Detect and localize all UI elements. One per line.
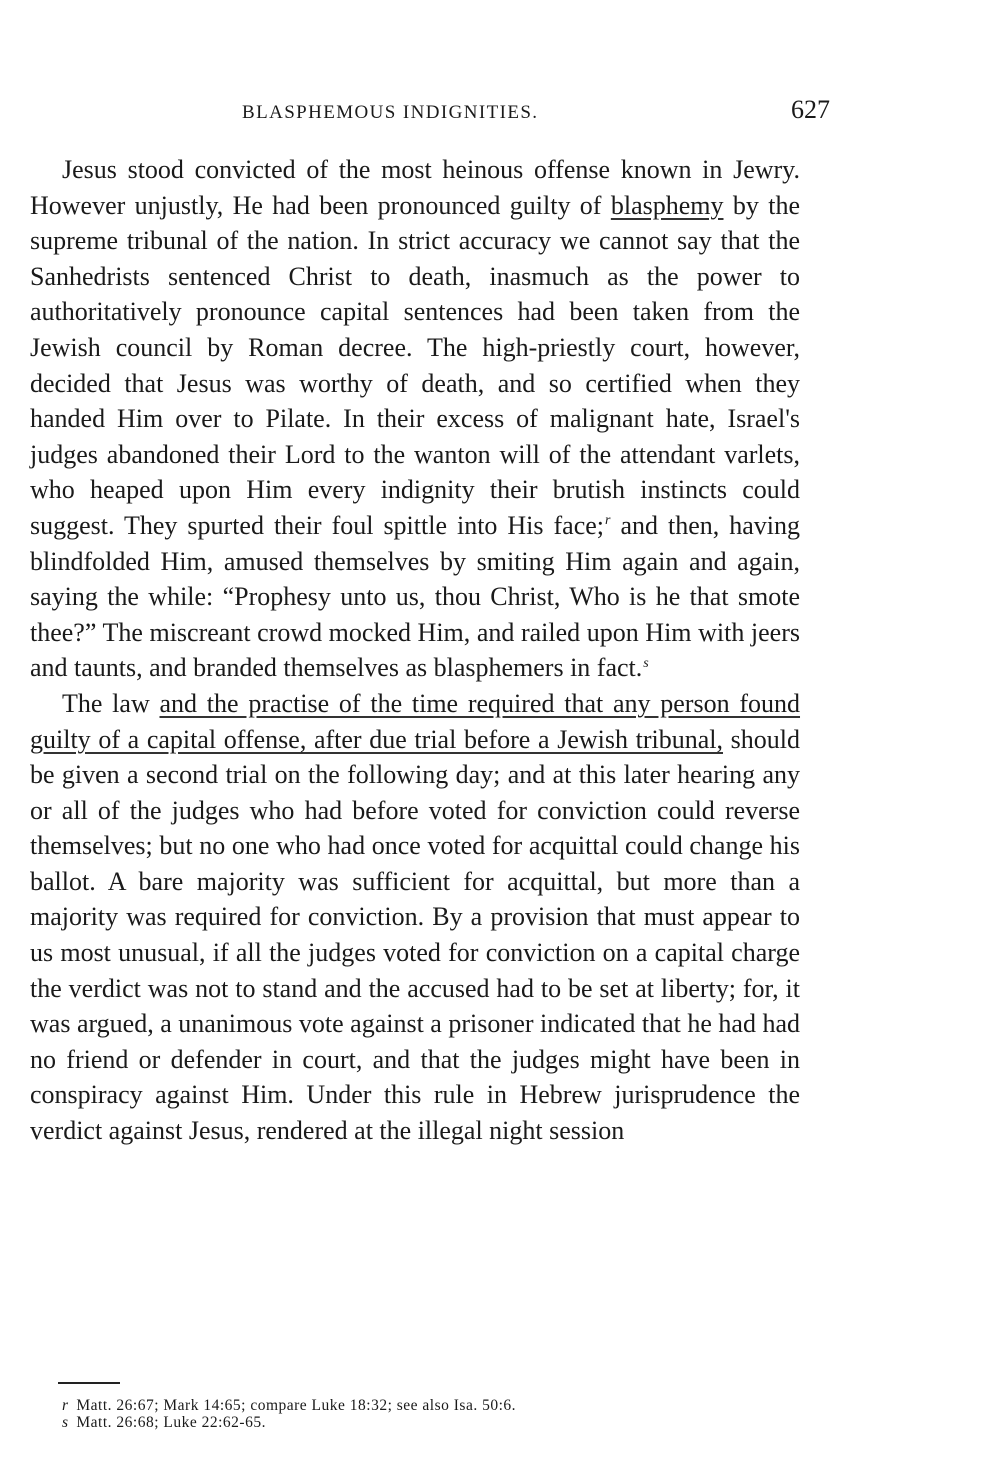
paragraph-2-text-a: The law (62, 688, 150, 718)
underlined-passage: and the practise of the time required that any person found guilty of a capital offense, after due trial before a Jewish tribunal, (30, 688, 801, 754)
paragraph-1-text-c: and then, having blindfolded Him, amused themselves by smiting Him again and again, saying the while: “Prophesy unto us, thou Christ, Who is he that smote thee?” The miscreant crowd mocked Him, and railed upon Him with jeers and taunts, and branded themselves as blasphemers in fact. (30, 510, 800, 683)
footnote-ref-r: r (605, 513, 611, 529)
body-text (30, 152, 800, 1149)
paragraph-1 (30, 152, 800, 686)
footnote-text-s: Matt. 26:68; Luke 22:62-65. (76, 1414, 266, 1431)
page-number: 627 (791, 95, 830, 124)
underlined-word-blasphemy: blasphemy (610, 190, 724, 220)
paragraph-1-text-a: Jesus stood convicted of the most heinous offense known in Jewry. However unjustly, He had been pronounced guilty of (30, 155, 800, 220)
paragraph-1-text-b: by the supreme tribunal of the nation. In strict accuracy we cannot say that the Sanhedrists sentenced Christ to death, inasmuch as the power to authoritatively pronounce capital sentences had been taken from the Jewish council by Roman decree. The high-priestly court, however, decided that Jesus was worthy of death, and so certified when they handed Him over to Pilate. In their excess of malignant hate, Israel's judges abandoned their Lord to the wanton will of the attendant varlets, who heaped upon Him every indignity their brutish instincts could suggest. They spurted their foul spittle into His face; (30, 190, 801, 540)
footnote-r (62, 1397, 822, 1414)
footnote-mark-r: r (62, 1397, 69, 1414)
running-head (30, 95, 830, 135)
footnote-text-r: Matt. 26:67; Mark 14:65; compare Luke 18:32; see also Isa. 50:6. (76, 1397, 517, 1414)
footnotes (62, 1397, 822, 1431)
footnote-divider (58, 1382, 120, 1384)
chapter-title: BLASPHEMOUS INDIGNITIES. (242, 102, 539, 123)
paragraph-2 (30, 686, 800, 1149)
footnote-ref-s: s (643, 655, 649, 671)
paragraph-2-text-b: should be given a second trial on the following day; and at this later hearing any or all of the judges who had before voted for conviction could reverse themselves; but no one who had once voted for acquittal could change his ballot. A bare majority was sufficient for acquittal, but more than a majority was required for conviction. By a provision that must appear to us most unusual, if all the judges voted for conviction on a capital charge the verdict was not to stand and the accused had to be set at liberty; for, it was argued, a unanimous vote against a prisoner indicated that he had had no friend or defender in court, and that the judges might have been in conspiracy against Him. Under this rule in Hebrew jurisprudence the verdict against Jesus, rendered at the illegal night session (30, 724, 800, 1146)
footnote-mark-s: s (62, 1414, 69, 1431)
footnote-s (62, 1414, 822, 1431)
